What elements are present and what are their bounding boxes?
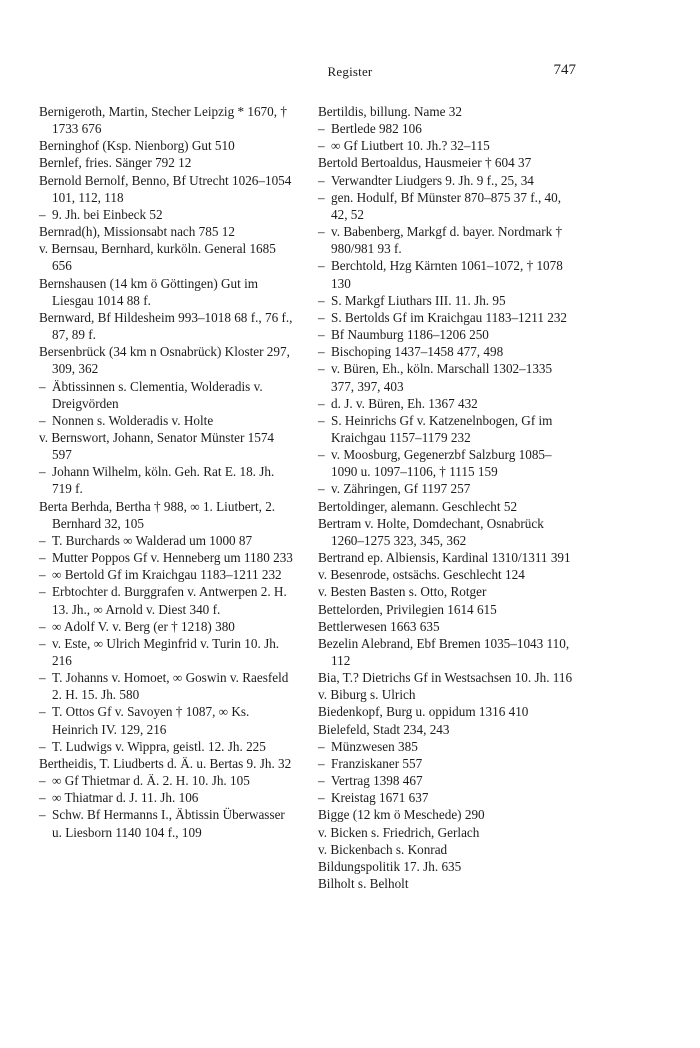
index-subentry [318,755,575,772]
entry-text: 9. Jh. bei Einbeck 52 [52,206,163,222]
entry-text: Bernshausen (14 km ö Göttingen) Gut im Liesgau 1014 88 f. [39,275,259,308]
entry-text: Bischoping 1437–1458 477, 498 [331,344,504,360]
entry-text: Bertrand ep. Albiensis, Kardinal 1310/1311 391 [318,550,571,566]
index-entry [39,172,296,206]
page-header [0,62,700,82]
index-subentry [318,360,575,394]
entry-text: Bia, T.? Dietrichs Gf in Westsachsen 10. Jh. 116 [318,670,573,686]
page-number: 747 [553,62,576,78]
index-entry [39,755,296,772]
index-subentry [318,395,575,412]
entry-text: v. Bicken s. Friedrich, Gerlach [318,824,480,840]
index-subentry [318,223,575,257]
subentry-dash: – [39,532,46,548]
index-subentry [318,738,575,755]
running-title: Register [327,64,373,79]
index-entry [39,154,296,171]
entry-text: ∞ Bertold Gf im Kraichgau 1183–1211 232 [52,567,282,583]
index-subentry [318,412,575,446]
index-subentry [318,120,575,137]
subentry-dash: – [39,584,46,600]
subentry-dash: – [318,481,325,497]
entry-text: ∞ Thiatmar d. J. 11. Jh. 106 [52,790,199,806]
subentry-dash: – [39,635,46,651]
index-subentry [39,412,296,429]
entry-text: Bertlede 982 106 [331,121,422,137]
entry-text: T. Burchards ∞ Walderad um 1000 87 [52,532,253,548]
index-subentry [318,189,575,223]
entry-text: Vertrag 1398 467 [331,773,423,789]
entry-text: Nonnen s. Wolderadis v. Holte [52,412,214,428]
entry-text: v. Moosburg, Gegenerzbf Salzburg 1085–1090 u. 1097–1106, † 1115 159 [331,447,552,480]
index-entry [318,583,575,600]
index-entry [318,703,575,720]
index-subentry [39,532,296,549]
entry-text: Bertold Bertoaldus, Hausmeier † 604 37 [318,155,532,171]
index-subentry [39,806,296,840]
index-subentry [39,703,296,737]
entry-text: Berninghof (Ksp. Nienborg) Gut 510 [39,138,235,154]
subentry-dash: – [318,755,325,771]
index-subentry [318,326,575,343]
entry-text: Biedenkopf, Burg u. oppidum 1316 410 [318,704,529,720]
subentry-dash: – [318,738,325,754]
index-entry [318,875,575,892]
entry-text: ∞ Gf Thietmar d. Ä. 2. H. 10. Jh. 105 [52,773,250,789]
subentry-dash: – [318,790,325,806]
index-subentry [39,206,296,223]
subentry-dash: – [318,773,325,789]
index-subentry [39,566,296,583]
entry-text: Bettlerwesen 1663 635 [318,618,440,634]
entry-text: Bigge (12 km ö Meschede) 290 [318,807,485,823]
entry-text: Bf Naumburg 1186–1206 250 [331,327,489,343]
subentry-dash: – [39,618,46,634]
subentry-dash: – [318,224,325,240]
entry-text: v. Bernsau, Bernhard, kurköln. General 1685 656 [39,241,276,274]
entry-text: Bildungspolitik 17. Jh. 635 [318,858,462,874]
entry-text: S. Markgf Liuthars III. 11. Jh. 95 [331,292,506,308]
subentry-dash: – [318,361,325,377]
index-entry [39,223,296,240]
subentry-dash: – [39,704,46,720]
subentry-dash: – [39,206,46,222]
entry-text: T. Ludwigs v. Wippra, geistl. 12. Jh. 225 [52,738,266,754]
index-entry [39,309,296,343]
entry-text: Bersenbrück (34 km n Osnabrück) Kloster 297, 309, 362 [39,344,290,377]
index-entry [318,721,575,738]
index-subentry [39,772,296,789]
index-subentry [39,378,296,412]
index-subentry [39,463,296,497]
index-entry [39,343,296,377]
index-subentry [39,669,296,703]
entry-text: Erbtochter d. Burggrafen v. Antwerpen 2. H. 13. Jh., ∞ Arnold v. Diest 340 f. [52,584,287,617]
subentry-dash: – [39,738,46,754]
index-subentry [318,257,575,291]
subentry-dash: – [318,292,325,308]
index-entry [318,686,575,703]
subentry-dash: – [318,138,325,154]
subentry-dash: – [318,344,325,360]
subentry-dash: – [39,378,46,394]
entry-text: Bernrad(h), Missionsabt nach 785 12 [39,224,235,240]
subentry-dash: – [318,121,325,137]
index-subentry [318,137,575,154]
entry-text: Johann Wilhelm, köln. Geh. Rat E. 18. Jh. 719 f. [52,464,275,497]
index-subentry [318,309,575,326]
entry-text: ∞ Adolf V. v. Berg (er † 1218) 380 [52,618,235,634]
entry-text: v. Zähringen, Gf 1197 257 [331,481,471,497]
index-subentry [318,480,575,497]
entry-text: v. Babenberg, Markgf d. bayer. Nordmark † 980/981 93 f. [331,224,563,257]
entry-text: Bezelin Alebrand, Ebf Bremen 1035–1043 110, 112 [318,635,570,668]
entry-text: Bettelorden, Privilegien 1614 615 [318,601,497,617]
index-entry [318,841,575,858]
entry-text: Bielefeld, Stadt 234, 243 [318,721,450,737]
index-subentry [39,635,296,669]
index-entry [318,601,575,618]
entry-text: Schw. Bf Hermanns I., Äbtissin Überwasser u. Liesborn 1140 104 f., 109 [52,807,285,840]
index-entry [318,824,575,841]
entry-text: v. Besenrode, ostsächs. Geschlecht 124 [318,567,525,583]
entry-text: Berchtold, Hzg Kärnten 1061–1072, † 1078 130 [331,258,563,291]
index-subentry [318,446,575,480]
subentry-dash: – [318,327,325,343]
index-entry [318,549,575,566]
subentry-dash: – [39,807,46,823]
index-entry [39,137,296,154]
index-entry [39,498,296,532]
entry-text: S. Heinrichs Gf v. Katzenelnbogen, Gf im Kraichgau 1157–1179 232 [331,412,553,445]
index-subentry [39,618,296,635]
entry-text: Bernward, Bf Hildesheim 993–1018 68 f., 76 f., 87, 89 f. [39,309,293,343]
index-subentry [39,738,296,755]
index-entry [318,515,575,549]
entry-text: T. Johanns v. Homoet, ∞ Goswin v. Raesfeld 2. H. 15. Jh. 580 [52,670,289,703]
entry-text: Berta Berhda, Bertha † 988, ∞ 1. Liutbert, 2. Bernhard 32, 105 [39,498,276,531]
index-subentry [318,172,575,189]
entry-text: Kreistag 1671 637 [331,790,429,806]
entry-text: v. Bickenbach s. Konrad [318,841,448,857]
entry-text: ∞ Gf Liutbert 10. Jh.? 32–115 [331,138,490,154]
entry-text: Bertildis, billung. Name 32 [318,104,462,119]
entry-text: Bertheidis, T. Liudberts d. Ä. u. Bertas 9. Jh. 32 [39,755,292,771]
index-subentry [39,789,296,806]
index-entry [318,566,575,583]
index-entry [318,858,575,875]
index-entry [39,103,296,137]
index-column-right [318,103,575,892]
subentry-dash: – [318,309,325,325]
index-subentry [39,583,296,617]
subentry-dash: – [318,395,325,411]
subentry-dash: – [39,412,46,428]
entry-text: Bertoldinger, alemann. Geschlecht 52 [318,498,518,514]
entry-text: S. Bertolds Gf im Kraichgau 1183–1211 232 [331,309,568,325]
entry-text: v. Bernswort, Johann, Senator Münster 1574 597 [39,429,275,463]
subentry-dash: – [39,567,46,583]
index-entry [318,669,575,686]
subentry-dash: – [318,172,325,188]
entry-text: v. Este, ∞ Ulrich Meginfrid v. Turin 10. Jh. 216 [52,635,280,668]
index-entry [318,498,575,515]
entry-text: Äbtissinnen s. Clementia, Wolderadis v. Dreigvörden [52,378,263,411]
index-entry [39,429,296,463]
index-entry [39,240,296,274]
subentry-dash: – [318,447,325,463]
entry-text: Bernigeroth, Martin, Stecher Leipzig * 1670, † 1733 676 [39,104,287,137]
entry-text: d. J. v. Büren, Eh. 1367 432 [331,395,478,411]
index-subentry [318,343,575,360]
entry-text: Bertram v. Holte, Domdechant, Osnabrück 1260–1275 323, 345, 362 [318,515,544,548]
index-entry [318,103,575,120]
entry-text: v. Biburg s. Ulrich [318,687,416,703]
index-entry [318,154,575,171]
entry-text: T. Ottos Gf v. Savoyen † 1087, ∞ Ks. Heinrich IV. 129, 216 [52,704,250,737]
entry-text: Mutter Poppos Gf v. Henneberg um 1180 233 [52,550,293,566]
subentry-dash: – [318,258,325,274]
entry-text: v. Büren, Eh., köln. Marschall 1302–1335 377, 397, 403 [331,361,553,394]
entry-text: Bernlef, fries. Sänger 792 12 [39,155,192,171]
entry-text: Bilholt s. Belholt [318,876,409,892]
subentry-dash: – [318,412,325,428]
subentry-dash: – [39,464,46,480]
entry-text: Franziskaner 557 [331,755,423,771]
index-subentry [39,549,296,566]
entry-text: Verwandter Liudgers 9. Jh. 9 f., 25, 34 [331,172,534,188]
subentry-dash: – [39,790,46,806]
index-subentry [318,772,575,789]
entry-text: v. Besten Basten s. Otto, Rotger [318,584,487,600]
index-entry [318,806,575,823]
entry-text: Bernold Bernolf, Benno, Bf Utrecht 1026–1054 101, 112, 118 [39,172,292,205]
subentry-dash: – [318,189,325,205]
index-entry [39,275,296,309]
subentry-dash: – [39,773,46,789]
index-subentry [318,789,575,806]
subentry-dash: – [39,670,46,686]
index-entry [318,635,575,669]
entry-text: gen. Hodulf, Bf Münster 870–875 37 f., 40, 42, 52 [331,189,562,222]
index-entry [318,618,575,635]
subentry-dash: – [39,550,46,566]
index-column-left [39,103,296,841]
entry-text: Münzwesen 385 [331,738,418,754]
index-subentry [318,292,575,309]
